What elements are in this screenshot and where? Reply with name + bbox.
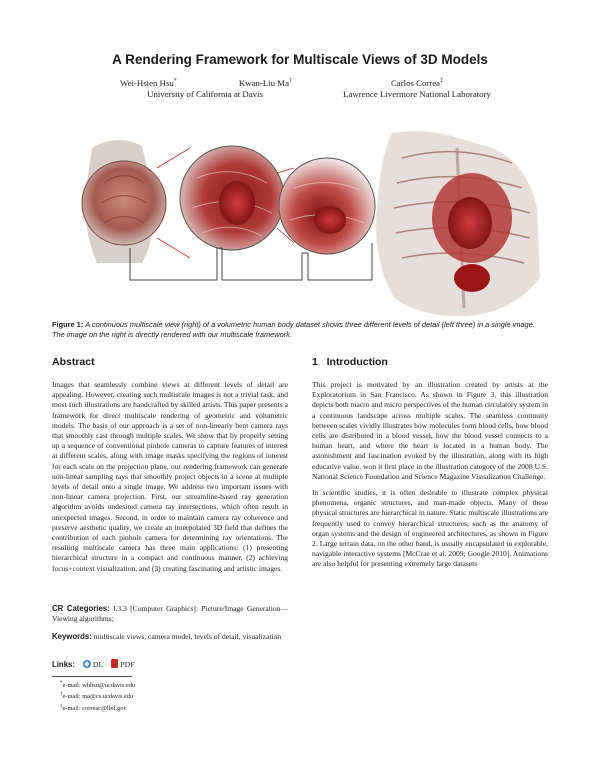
keywords [52, 632, 288, 642]
abstract-heading: Abstract [52, 356, 95, 368]
keywords-text: multiscale views, camera model, levels of detail, visualization [93, 632, 282, 641]
abstract-text: Images that seamlessly combine views at different levels of detail are appealing. However, creating such multiscale images is not a trivial task, and most such illustrations are handcrafted by skilled artists. This paper presents a framework for direct multiscale rendering of geometric and volumetric models. The basis of our approach is a set of non-linearly bent camera rays that smoothly cast through multiple scales. We show that by properly setting up a sequence of conventional pinhole cameras to capture features of interest at different scales, along with image masks specifying the regions of interest for each scale on the projection plane, our rendering framework can generate non-linear sampling rays that smoothly project objects in a scene at multiple levels of detail onto a single image. We address two important issues with non-linear camera projection. First, our streamline-based ray generation algorithm avoids undesired camera ray intersections, which often result in unexpected images. Second, in order to maintain camera ray coherence and preserve aesthetic quality, we create an interpolated 3D field that defines the contribution of each pinhole camera for determining ray orientations. The resulting multiscale camera has three main applications: (1) presenting hierarchical structure in a compact and continuous manner, (2) achieving focus+context visualization, and (3) creating fascinating and artistic images. [52, 380, 288, 573]
intro-paragraph-1: This project is motivated by an illustration created by artists at the Exploratorium in San Francisco. As shown in Figure 3, this illustration depicts both macro and micro perspectives of the human circulatory system in a continuous landscape across multiple scales. The seamless continuity between scales vividly illustrates how molecules form blood cells, how blood cells are distributed in a blood vessel, how the blood vessel connects to a human heart, and where the heart is located in a human body. The astonishment and fascination evoked by the illustration, along with its high educative value, won it first place in the illustration category of the 2008 U.S. National Science Foundation and Science Magazine Visualization Challenge. [312, 380, 548, 481]
footnote-1: *e-mail: whhsu@ucdavis.edu [60, 681, 136, 690]
introduction-heading: 1 Introduction [312, 356, 388, 368]
author-block-right [332, 76, 502, 100]
intro-paragraph-2: In scientific studies, it is often desirable to illustrate complex physical phenomena, organic structures, and man-made objects. Many of these physical structures are hierarchical in nature. Static multiscale illustrations are frequently used to convey hierarchical structures, such as the anatomy of organ systems and the design of engineered architectures, as shown in Figure 2. Large terrain data, on the other hand, is usually encapsulated in explorable, navigable interactive systems [McCrae et al. 2009; Google 2010]. Animations are also helpful for presenting extremely large datasets [312, 488, 548, 569]
pdf-link[interactable]: PDF [111, 659, 134, 669]
multiscale-render [376, 131, 540, 316]
author-correa: Carlos Correa‡ [390, 77, 444, 88]
figure-1-image [72, 128, 542, 318]
footnote-2: †e-mail: ma@cs.ucdavis.edu [60, 692, 134, 701]
pdf-icon [111, 659, 118, 668]
author-block-left [110, 76, 300, 100]
affiliation-llnl: Lawrence Livermore National Laboratory [343, 88, 491, 99]
torso-level-1 [82, 140, 166, 263]
dl-link[interactable]: DL [83, 660, 103, 669]
keywords-label: Keywords: [52, 632, 92, 641]
paper-title: A Rendering Framework for Multiscale Views of 3D Models [112, 52, 488, 67]
cr-categories-text: I.3.3 [Computer Graphics]: Picture/Image Generation—Viewing algorithms; [52, 604, 288, 624]
abstract-body [52, 380, 288, 580]
author-hsu: Wei-Hsien Hsu* [120, 77, 177, 88]
links-label: Links: [52, 660, 75, 669]
figure-1-caption-text: A continuous multiscale view (right) of a volumetric human body dataset shows three different levels of detail (left three) in a single image. The image on the right is directly rendered with our multiscale framework. [52, 320, 535, 339]
footnotes [60, 679, 135, 713]
zoom-circle-3 [279, 158, 375, 254]
footnote-rule [52, 676, 132, 677]
zoom-circle-2 [180, 146, 284, 250]
footnote-3: ‡e-mail: correac@llnl.gov [60, 703, 127, 712]
links-row [52, 659, 135, 669]
cr-categories-label: CR Categories: [52, 604, 110, 613]
affiliation-ucd: University of California at Davis [147, 88, 263, 99]
figure-1-caption [52, 320, 549, 340]
author-ma: Kwan-Liu Ma† [238, 77, 292, 88]
figure-1-label: Figure 1: [52, 320, 84, 329]
dl-icon [83, 660, 91, 668]
introduction-body [312, 380, 548, 576]
cr-categories [52, 604, 288, 624]
